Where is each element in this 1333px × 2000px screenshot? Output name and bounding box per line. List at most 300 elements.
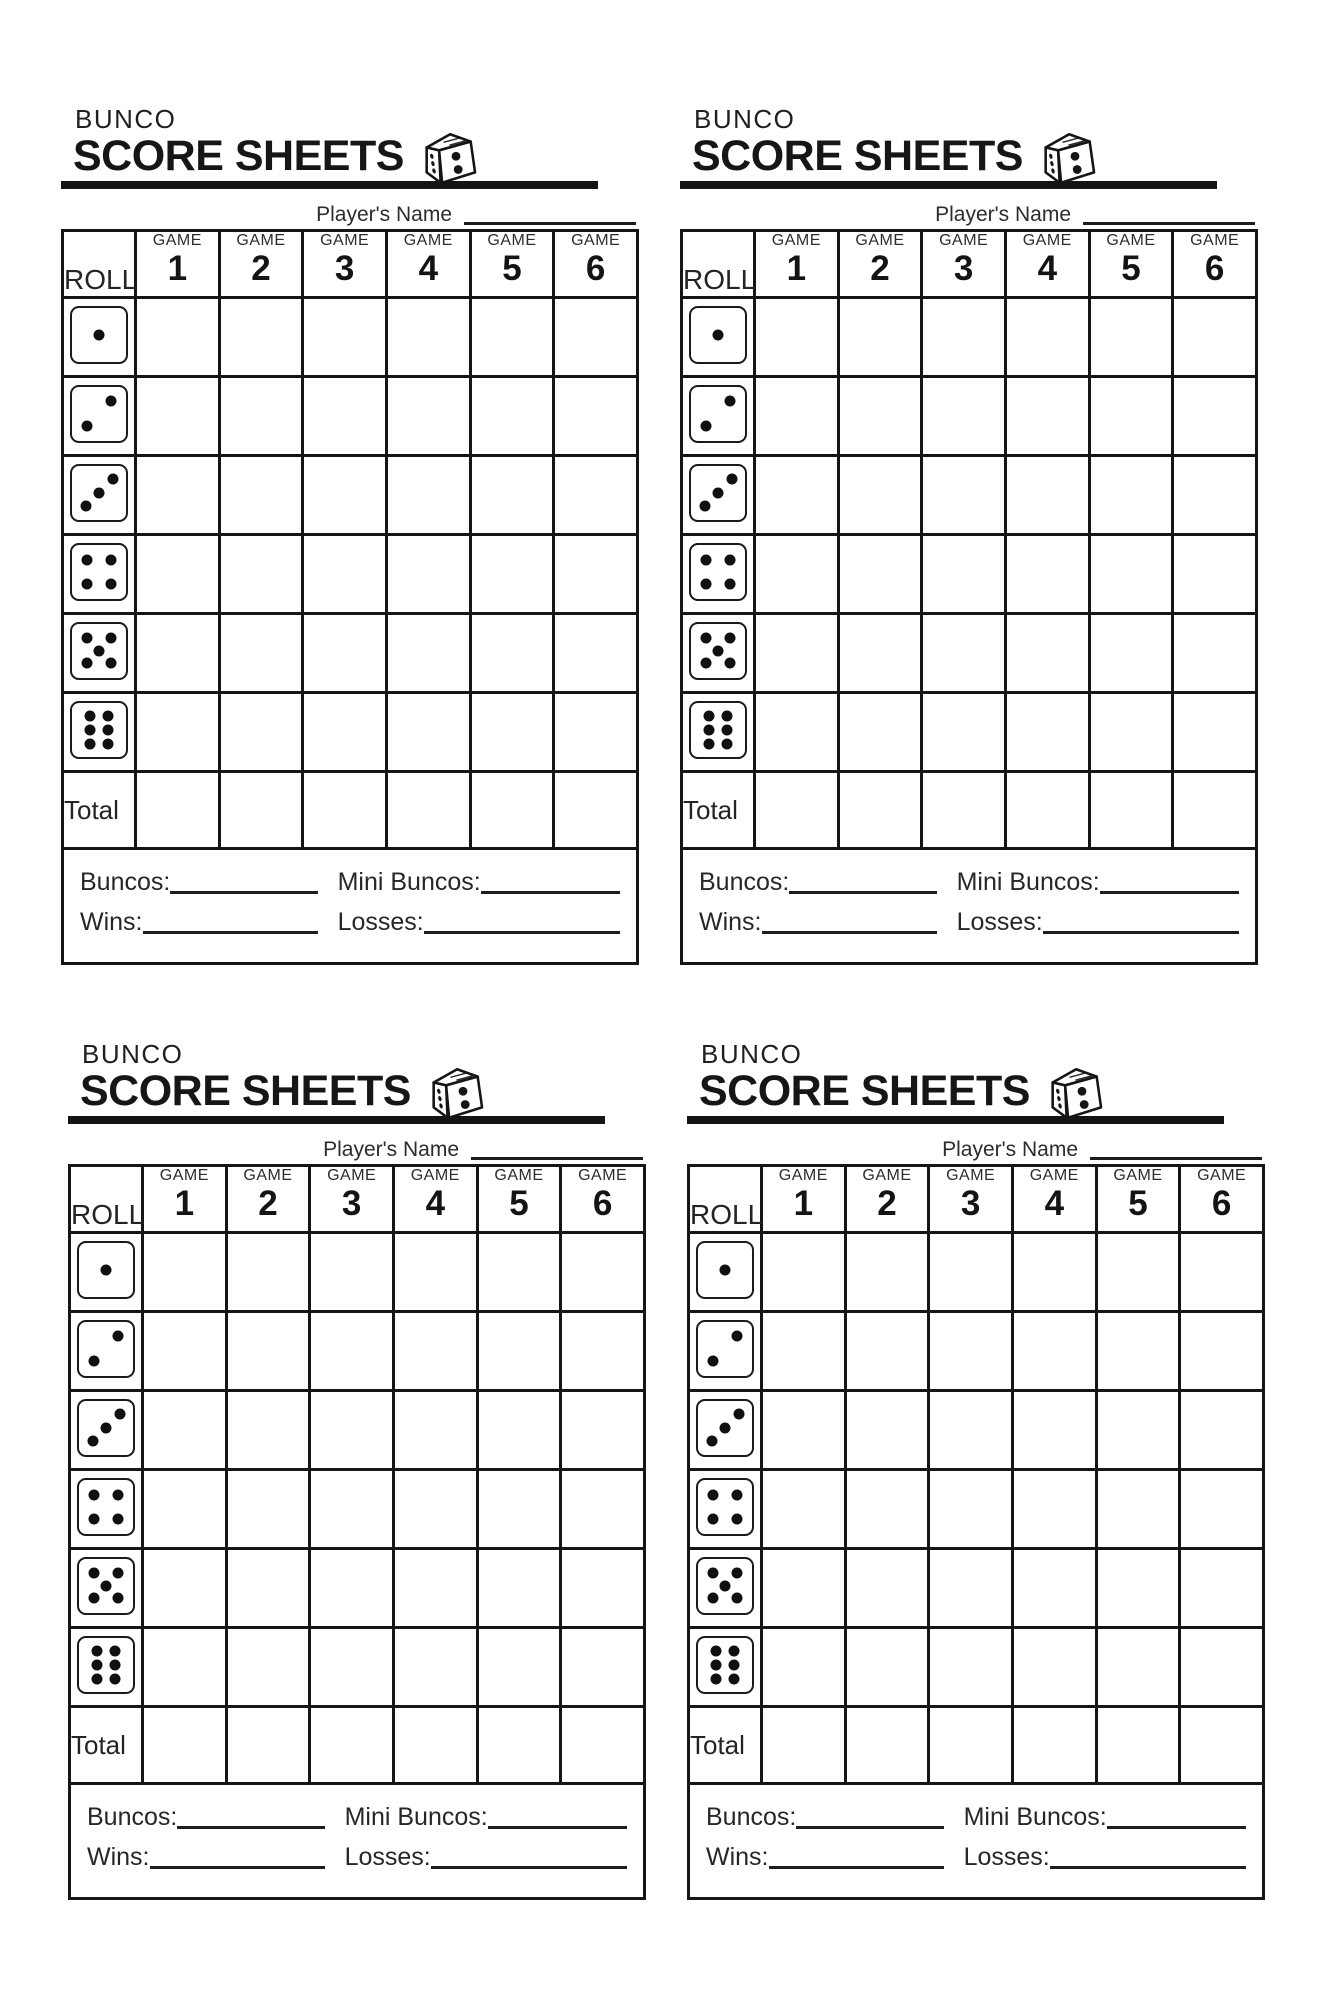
mini-buncos-label: Mini Buncos: [956,868,1100,897]
game-label: GAME [327,1167,377,1185]
total-cell[interactable] [470,772,554,849]
score-cell[interactable] [845,1233,929,1312]
total-row [689,1707,1264,1784]
score-cell[interactable] [762,1628,846,1707]
score-cell[interactable] [136,614,220,693]
score-cell[interactable] [1005,535,1089,614]
game-number: 4 [418,248,439,288]
sheet-title: SCORE SHEETS [73,132,404,181]
die-cell [682,456,755,535]
score-cell[interactable] [477,1312,561,1391]
roll-row-5 [63,614,638,693]
buncos-blank[interactable] [177,1806,324,1829]
die-6-icon [77,1636,135,1694]
die-cell [689,1312,762,1391]
total-cell[interactable] [1096,1707,1180,1784]
total-cell[interactable] [762,1707,846,1784]
score-sheet-top-right [680,106,1258,965]
score-cell[interactable] [1096,1312,1180,1391]
score-cell[interactable] [393,1391,477,1470]
score-cell[interactable] [755,535,839,614]
score-cell[interactable] [386,614,470,693]
total-cell[interactable] [838,772,922,849]
roll-row-2 [63,377,638,456]
score-cell[interactable] [1096,1470,1180,1549]
score-cell[interactable] [1089,298,1173,377]
score-cell[interactable] [143,1233,227,1312]
score-cell[interactable] [136,535,220,614]
score-cell[interactable] [1089,693,1173,772]
score-cell[interactable] [470,614,554,693]
losses-field [345,1845,627,1870]
losses-blank[interactable] [1050,1846,1246,1869]
score-cell[interactable] [1173,298,1257,377]
score-cell[interactable] [755,377,839,456]
score-cell[interactable] [303,693,387,772]
die-cell [63,693,136,772]
game-number: 1 [174,1183,195,1223]
total-cell[interactable] [303,772,387,849]
player-name-blank[interactable] [1083,200,1255,225]
score-cell[interactable] [1012,1233,1096,1312]
dice-logo-icon [412,117,478,197]
game-label: GAME [410,1167,460,1185]
score-cell[interactable] [303,377,387,456]
score-cell[interactable] [386,377,470,456]
score-cell[interactable] [922,614,1006,693]
wins-field [699,910,937,935]
score-cell[interactable] [303,614,387,693]
score-cell[interactable] [219,693,303,772]
total-label: Total [63,772,136,849]
score-cell[interactable] [561,1233,645,1312]
score-cell[interactable] [1180,1628,1264,1707]
losses-label: Losses: [956,908,1043,937]
score-cell[interactable] [1173,535,1257,614]
score-cell[interactable] [554,298,638,377]
wins-blank[interactable] [150,1846,325,1869]
die-3-icon [70,464,128,522]
score-cell[interactable] [1005,456,1089,535]
score-cell[interactable] [136,377,220,456]
score-cell[interactable] [219,614,303,693]
title-row [699,1067,1265,1116]
score-cell[interactable] [1005,377,1089,456]
player-name-label: Player's Name [942,1138,1078,1162]
buncos-label: Buncos: [699,868,790,897]
game-label: GAME [939,232,989,250]
score-cell[interactable] [393,1549,477,1628]
score-cell[interactable] [393,1312,477,1391]
game-number: 2 [877,1183,897,1223]
score-cell[interactable] [755,614,839,693]
roll-row-2 [682,377,1257,456]
total-cell[interactable] [1012,1707,1096,1784]
mini-buncos-field [338,870,620,895]
score-cell[interactable] [310,1391,394,1470]
game-4-header-cell [386,231,470,298]
score-cell[interactable] [845,1470,929,1549]
score-cell[interactable] [554,456,638,535]
game-label: GAME [243,1167,293,1185]
roll-row-1 [689,1233,1264,1312]
mini-buncos-label: Mini Buncos: [337,868,481,897]
die-5-icon [696,1557,754,1615]
total-cell[interactable] [136,772,220,849]
losses-blank[interactable] [1043,911,1239,934]
score-cell[interactable] [1012,1312,1096,1391]
mini-buncos-blank[interactable] [1100,871,1239,894]
score-cell[interactable] [303,456,387,535]
score-cell[interactable] [1096,1628,1180,1707]
total-cell[interactable] [310,1707,394,1784]
score-cell[interactable] [762,1312,846,1391]
score-cell[interactable] [136,693,220,772]
bunco-kicker: BUNCO [82,1039,184,1069]
sheet-title: SCORE SHEETS [80,1067,411,1116]
score-cell[interactable] [143,1470,227,1549]
die-3-icon [689,464,747,522]
game-number: 4 [1044,1183,1065,1223]
total-label: Total [682,772,755,849]
title-row [80,1067,646,1116]
buncos-blank[interactable] [796,1806,943,1829]
score-cell[interactable] [561,1549,645,1628]
score-cell[interactable] [386,535,470,614]
game-number: 3 [960,1183,981,1223]
score-cell[interactable] [226,1233,310,1312]
die-2-icon [77,1320,135,1378]
score-cell[interactable] [386,298,470,377]
score-cell[interactable] [922,377,1006,456]
game-5-header-cell [477,1166,561,1233]
score-cell[interactable] [219,535,303,614]
score-cell[interactable] [219,377,303,456]
score-cell[interactable] [1012,1628,1096,1707]
die-4-icon [696,1478,754,1536]
total-cell[interactable] [143,1707,227,1784]
score-cell[interactable] [554,693,638,772]
total-row [63,772,638,849]
score-cell[interactable] [1089,456,1173,535]
score-cell[interactable] [922,456,1006,535]
score-cell[interactable] [1012,1549,1096,1628]
roll-row-4 [63,535,638,614]
die-5-icon [689,622,747,680]
score-cell[interactable] [922,535,1006,614]
total-cell[interactable] [1089,772,1173,849]
score-cell[interactable] [755,456,839,535]
roll-row-3 [689,1391,1264,1470]
wins-label: Wins: [80,908,143,937]
buncos-label: Buncos: [87,1803,178,1832]
total-cell[interactable] [219,772,303,849]
score-cell[interactable] [226,1549,310,1628]
losses-blank[interactable] [424,911,620,934]
score-cell[interactable] [143,1391,227,1470]
player-name-blank[interactable] [1090,1135,1262,1160]
score-cell[interactable] [1096,1391,1180,1470]
score-cell[interactable] [1012,1391,1096,1470]
table-header-row [63,231,638,298]
roll-row-1 [682,298,1257,377]
total-cell[interactable] [226,1707,310,1784]
score-cell[interactable] [1005,614,1089,693]
buncos-field [80,870,318,895]
mini-buncos-blank[interactable] [481,871,620,894]
score-cell[interactable] [386,693,470,772]
wins-blank[interactable] [769,1846,944,1869]
player-name-row [687,1132,1265,1160]
losses-blank[interactable] [431,1846,627,1869]
score-cell[interactable] [554,535,638,614]
die-cell [63,614,136,693]
total-cell[interactable] [922,772,1006,849]
score-cell[interactable] [143,1628,227,1707]
player-name-blank[interactable] [464,200,636,225]
score-cell[interactable] [1180,1549,1264,1628]
score-cell[interactable] [838,456,922,535]
game-3-header-cell [310,1166,394,1233]
game-3-header-cell [303,231,387,298]
total-cell[interactable] [561,1707,645,1784]
roll-row-6 [682,693,1257,772]
score-cell[interactable] [310,1470,394,1549]
score-cell[interactable] [929,1628,1013,1707]
footer-row-1 [87,1805,627,1830]
title-underline [687,1116,1224,1124]
score-cell[interactable] [561,1628,645,1707]
game-label: GAME [494,1167,544,1185]
score-cell[interactable] [226,1391,310,1470]
score-cell[interactable] [1173,377,1257,456]
die-2-icon [696,1320,754,1378]
score-cell[interactable] [303,535,387,614]
bunco-kicker: BUNCO [75,104,177,134]
total-cell[interactable] [1005,772,1089,849]
total-cell[interactable] [1180,1707,1264,1784]
game-label: GAME [236,232,286,250]
mini-buncos-blank[interactable] [488,1806,627,1829]
footer-row-2 [80,910,620,935]
die-6-icon [696,1636,754,1694]
game-number: 2 [870,248,890,288]
footer-box [68,1785,646,1900]
title-underline [61,181,598,189]
score-cell[interactable] [477,1233,561,1312]
score-cell[interactable] [838,377,922,456]
score-cell[interactable] [929,1549,1013,1628]
score-cell[interactable] [470,298,554,377]
player-name-label: Player's Name [323,1138,459,1162]
score-cell[interactable] [1012,1470,1096,1549]
roll-row-2 [689,1312,1264,1391]
score-cell[interactable] [1180,1312,1264,1391]
score-cell[interactable] [143,1549,227,1628]
score-cell[interactable] [226,1312,310,1391]
score-cell[interactable] [470,377,554,456]
bunco-kicker: BUNCO [694,104,796,134]
score-cell[interactable] [1089,377,1173,456]
game-number: 3 [341,1183,362,1223]
score-cell[interactable] [393,1628,477,1707]
game-label: GAME [1029,1167,1079,1185]
score-cell[interactable] [1180,1391,1264,1470]
game-label: GAME [1197,1167,1247,1185]
roll-row-4 [70,1470,645,1549]
die-cell [70,1549,143,1628]
score-cell[interactable] [393,1470,477,1549]
score-cell[interactable] [845,1312,929,1391]
die-cell [63,456,136,535]
score-cell[interactable] [226,1470,310,1549]
game-number: 6 [592,1183,613,1223]
player-name-row [61,197,639,225]
total-cell[interactable] [386,772,470,849]
roll-row-6 [70,1628,645,1707]
score-cell[interactable] [1089,535,1173,614]
score-cell[interactable] [838,614,922,693]
buncos-label: Buncos: [80,868,171,897]
wins-blank[interactable] [143,911,318,934]
score-cell[interactable] [762,1470,846,1549]
score-cell[interactable] [219,298,303,377]
score-cell[interactable] [136,298,220,377]
losses-label: Losses: [963,1843,1050,1872]
game-number: 5 [1128,1183,1148,1223]
roll-row-4 [689,1470,1264,1549]
score-cell[interactable] [470,693,554,772]
total-cell[interactable] [393,1707,477,1784]
score-cell[interactable] [136,456,220,535]
total-cell[interactable] [477,1707,561,1784]
score-cell[interactable] [929,1312,1013,1391]
score-cell[interactable] [922,298,1006,377]
game-5-header-cell [470,231,554,298]
roll-row-3 [682,456,1257,535]
score-cell[interactable] [845,1628,929,1707]
score-cell[interactable] [303,298,387,377]
score-cell[interactable] [1096,1233,1180,1312]
score-cell[interactable] [762,1233,846,1312]
score-cell[interactable] [143,1312,227,1391]
score-cell[interactable] [1180,1233,1264,1312]
game-label: GAME [571,232,621,250]
buncos-blank[interactable] [170,871,317,894]
total-cell[interactable] [845,1707,929,1784]
score-cell[interactable] [755,693,839,772]
player-name-blank[interactable] [471,1135,643,1160]
score-cell[interactable] [477,1549,561,1628]
game-number: 6 [1211,1183,1232,1223]
score-cell[interactable] [845,1391,929,1470]
mini-buncos-field [957,870,1239,895]
die-4-icon [77,1478,135,1536]
total-cell[interactable] [755,772,839,849]
score-table [687,1164,1265,1785]
die-cell [70,1312,143,1391]
score-cell[interactable] [845,1549,929,1628]
score-cell[interactable] [561,1470,645,1549]
score-cell[interactable] [561,1312,645,1391]
score-cell[interactable] [762,1549,846,1628]
die-cell [689,1391,762,1470]
game-label: GAME [1106,232,1156,250]
game-number: 6 [1204,248,1225,288]
score-cell[interactable] [1005,298,1089,377]
mini-buncos-label: Mini Buncos: [344,1803,488,1832]
game-2-header-cell [845,1166,929,1233]
score-cell[interactable] [310,1312,394,1391]
score-cell[interactable] [1089,614,1173,693]
game-label: GAME [855,232,905,250]
score-cell[interactable] [1096,1549,1180,1628]
score-cell[interactable] [393,1233,477,1312]
buncos-blank[interactable] [789,871,936,894]
score-cell[interactable] [1173,456,1257,535]
score-cell[interactable] [477,1391,561,1470]
total-cell[interactable] [1173,772,1257,849]
score-cell[interactable] [554,614,638,693]
score-cell[interactable] [310,1549,394,1628]
score-cell[interactable] [1005,693,1089,772]
score-cell[interactable] [838,298,922,377]
score-cell[interactable] [838,535,922,614]
wins-field [80,910,318,935]
game-5-header-cell [1089,231,1173,298]
mini-buncos-blank[interactable] [1107,1806,1246,1829]
wins-label: Wins: [706,1843,769,1872]
footer-row-1 [80,870,620,895]
losses-field [338,910,620,935]
game-number: 3 [334,248,355,288]
score-cell[interactable] [1180,1470,1264,1549]
score-cell[interactable] [310,1233,394,1312]
score-cell[interactable] [838,693,922,772]
total-cell[interactable] [929,1707,1013,1784]
roll-row-3 [63,456,638,535]
score-cell[interactable] [755,298,839,377]
score-cell[interactable] [1173,693,1257,772]
die-cell [70,1628,143,1707]
wins-blank[interactable] [762,911,937,934]
score-cell[interactable] [477,1628,561,1707]
die-2-icon [689,385,747,443]
title-underline [68,1116,605,1124]
score-cell[interactable] [219,456,303,535]
score-cell[interactable] [554,377,638,456]
game-6-header-cell [1180,1166,1264,1233]
score-cell[interactable] [929,1391,1013,1470]
losses-field [957,910,1239,935]
total-cell[interactable] [554,772,638,849]
score-cell[interactable] [1173,614,1257,693]
score-cell[interactable] [470,535,554,614]
mini-buncos-field [964,1805,1246,1830]
score-cell[interactable] [561,1391,645,1470]
score-cell[interactable] [929,1470,1013,1549]
score-cell[interactable] [310,1628,394,1707]
score-cell[interactable] [922,693,1006,772]
score-cell[interactable] [762,1391,846,1470]
score-cell[interactable] [929,1233,1013,1312]
score-cell[interactable] [470,456,554,535]
game-2-header-cell [838,231,922,298]
game-number: 1 [167,248,188,288]
score-cell[interactable] [226,1628,310,1707]
score-cell[interactable] [477,1470,561,1549]
score-cell[interactable] [386,456,470,535]
